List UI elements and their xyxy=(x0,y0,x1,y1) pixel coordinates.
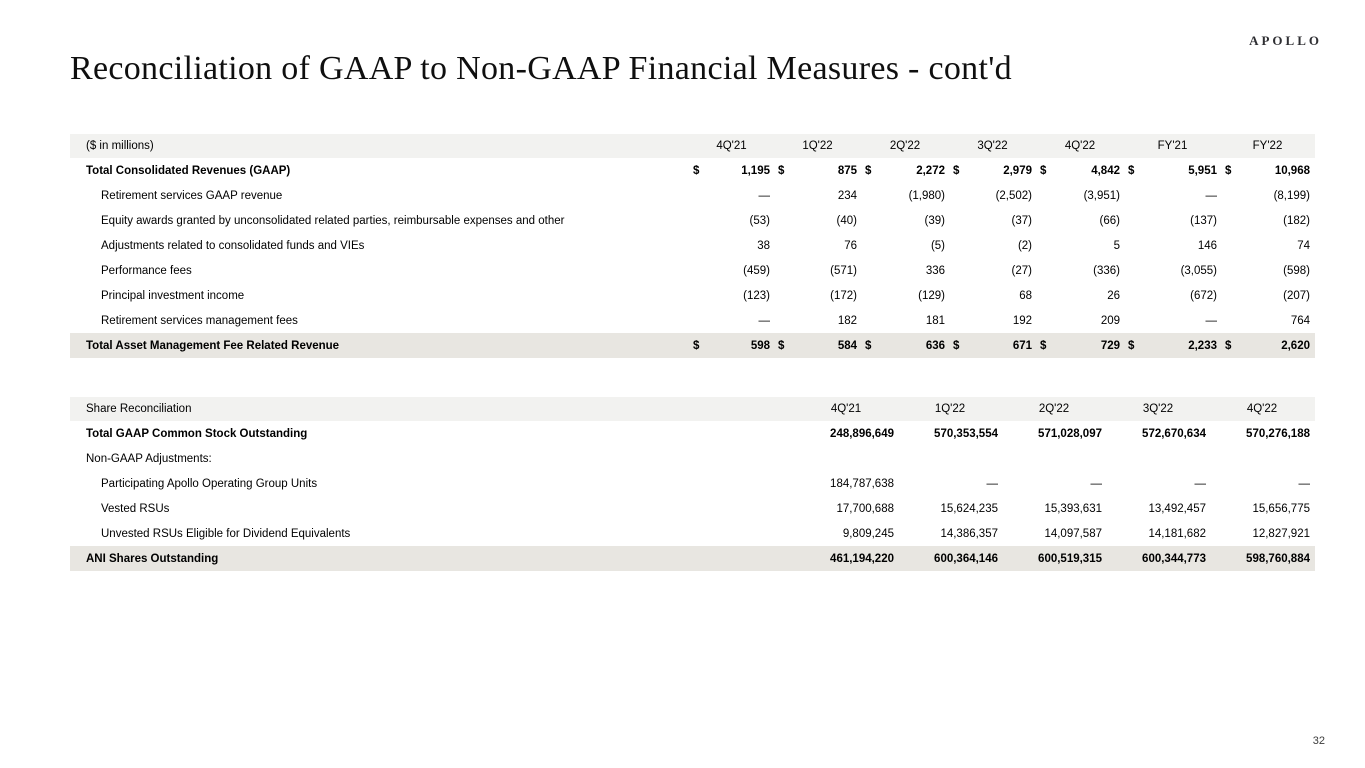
value-text: (66) xyxy=(1099,214,1120,227)
value-text: 146 xyxy=(1197,239,1217,252)
cell-value xyxy=(690,158,775,183)
value-text: (2,502) xyxy=(995,189,1032,202)
value-text: 9,809,245 xyxy=(842,527,894,540)
cell-value xyxy=(1125,208,1222,233)
value-text: 76 xyxy=(844,239,857,252)
value-text: 38 xyxy=(757,239,770,252)
cell-value xyxy=(950,308,1037,333)
row-label: ANI Shares Outstanding xyxy=(86,552,219,565)
cell-value xyxy=(862,333,950,358)
cell-value xyxy=(862,233,950,258)
value-text: 15,656,775 xyxy=(1252,502,1310,515)
value-text: (3,951) xyxy=(1083,189,1120,202)
value-text: (571) xyxy=(830,264,857,277)
value-text: 13,492,457 xyxy=(1148,502,1206,515)
table-row xyxy=(70,258,1315,283)
value-text: — xyxy=(986,477,998,490)
value-text: (3,055) xyxy=(1180,264,1217,277)
cell-value xyxy=(1003,546,1107,571)
row-label: Retirement services GAAP revenue xyxy=(101,189,283,202)
column-header: 4Q'21 xyxy=(716,140,747,152)
value-text: 600,344,773 xyxy=(1142,552,1206,565)
cell-value xyxy=(1037,233,1125,258)
value-text: 248,896,649 xyxy=(830,427,894,440)
table-row xyxy=(70,208,1315,233)
value-text: — xyxy=(1194,477,1206,490)
cell-value xyxy=(1211,471,1315,496)
cell-value xyxy=(1125,233,1222,258)
value-text: (2) xyxy=(1017,239,1032,252)
row-label: Equity awards granted by unconsolidated related parties, reimbursable expenses and other xyxy=(101,214,565,227)
value-text: — xyxy=(758,189,770,202)
cell-value xyxy=(950,158,1037,183)
cell-value xyxy=(1037,183,1125,208)
cell-value xyxy=(862,183,950,208)
cell-value xyxy=(862,283,950,308)
table-header-row xyxy=(70,134,1315,158)
row-label: Adjustments related to consolidated funds and VIEs xyxy=(101,239,365,252)
cell-value xyxy=(690,208,775,233)
value-text: 636 xyxy=(925,339,945,352)
value-text: 184,787,638 xyxy=(830,477,894,490)
value-text: (459) xyxy=(743,264,770,277)
cell-value xyxy=(1125,283,1222,308)
value-text: — xyxy=(1090,477,1102,490)
column-header: 1Q'22 xyxy=(934,403,966,415)
value-text: (39) xyxy=(924,214,945,227)
column-header: 4Q'22 xyxy=(1064,140,1096,152)
row-label: Total Consolidated Revenues (GAAP) xyxy=(86,164,291,177)
column-header: 1Q'22 xyxy=(802,140,833,152)
cell-value xyxy=(795,471,899,496)
row-label: Performance fees xyxy=(101,264,192,277)
column-header: 4Q'21 xyxy=(830,403,862,415)
value-text: 600,519,315 xyxy=(1038,552,1102,565)
column-header: 3Q'22 xyxy=(977,140,1008,152)
cell-value xyxy=(775,158,862,183)
cell-value xyxy=(950,233,1037,258)
cell-value xyxy=(862,308,950,333)
dollar-sign: $ xyxy=(865,339,872,352)
cell-value xyxy=(1222,308,1315,333)
dollar-sign: $ xyxy=(1225,164,1232,177)
value-text: 764 xyxy=(1290,314,1310,327)
cell-value xyxy=(1107,496,1211,521)
dollar-sign: $ xyxy=(778,339,785,352)
cell-value xyxy=(1003,496,1107,521)
value-text: 2,233 xyxy=(1188,339,1217,352)
value-text: 671 xyxy=(1012,339,1032,352)
cell-value xyxy=(1211,446,1315,471)
row-label: Vested RSUs xyxy=(101,502,170,515)
cell-value xyxy=(1125,183,1222,208)
value-text: 571,028,097 xyxy=(1038,427,1102,440)
cell-value xyxy=(1222,283,1315,308)
cell-value xyxy=(1211,496,1315,521)
cell-value xyxy=(1037,308,1125,333)
value-text: (27) xyxy=(1011,264,1032,277)
value-text: 14,097,587 xyxy=(1044,527,1102,540)
cell-value xyxy=(862,258,950,283)
cell-value xyxy=(795,546,899,571)
cell-value xyxy=(862,158,950,183)
cell-value xyxy=(899,546,1003,571)
cell-value xyxy=(690,333,775,358)
cell-value xyxy=(1222,233,1315,258)
value-text: 729 xyxy=(1100,339,1120,352)
cell-value xyxy=(690,308,775,333)
cell-value xyxy=(899,421,1003,446)
dollar-sign: $ xyxy=(1040,339,1047,352)
cell-value xyxy=(1037,283,1125,308)
cell-value xyxy=(950,333,1037,358)
cell-value xyxy=(1037,208,1125,233)
dollar-sign: $ xyxy=(693,164,700,177)
gaap-to-non-gaap-revenue-table xyxy=(70,134,1315,358)
column-header: FY'22 xyxy=(1252,140,1283,152)
dollar-sign: $ xyxy=(865,164,872,177)
table-header-label: Share Reconciliation xyxy=(86,403,192,415)
value-text: (672) xyxy=(1190,289,1217,302)
value-text: — xyxy=(1205,189,1217,202)
value-text: (182) xyxy=(1283,214,1310,227)
value-text: — xyxy=(1298,477,1310,490)
value-text: — xyxy=(758,314,770,327)
value-text: 570,353,554 xyxy=(934,427,998,440)
cell-value xyxy=(795,446,899,471)
cell-value xyxy=(1211,546,1315,571)
value-text: 14,181,682 xyxy=(1148,527,1206,540)
value-text: (336) xyxy=(1093,264,1120,277)
cell-value xyxy=(690,258,775,283)
value-text: 234 xyxy=(837,189,857,202)
value-text: 4,842 xyxy=(1091,164,1120,177)
cell-value xyxy=(1125,158,1222,183)
cell-value xyxy=(1003,421,1107,446)
cell-value xyxy=(899,521,1003,546)
cell-value xyxy=(950,183,1037,208)
value-text: — xyxy=(1205,314,1217,327)
table-row xyxy=(70,446,1315,471)
dollar-sign: $ xyxy=(1128,339,1135,352)
value-text: (40) xyxy=(836,214,857,227)
cell-value xyxy=(795,496,899,521)
table-row xyxy=(70,496,1315,521)
column-header: 2Q'22 xyxy=(1038,403,1070,415)
value-text: 2,620 xyxy=(1281,339,1310,352)
value-text: (123) xyxy=(743,289,770,302)
cell-value xyxy=(1003,471,1107,496)
value-text: (37) xyxy=(1011,214,1032,227)
cell-value xyxy=(899,471,1003,496)
value-text: 74 xyxy=(1297,239,1310,252)
cell-value xyxy=(1037,258,1125,283)
table-header-row xyxy=(70,397,1315,421)
cell-value xyxy=(1037,333,1125,358)
table-row xyxy=(70,521,1315,546)
value-text: 570,276,188 xyxy=(1246,427,1310,440)
value-text: 182 xyxy=(837,314,857,327)
row-label: Unvested RSUs Eligible for Dividend Equivalents xyxy=(101,527,351,540)
column-header: 3Q'22 xyxy=(1142,403,1174,415)
value-text: 598,760,884 xyxy=(1246,552,1310,565)
value-text: (137) xyxy=(1190,214,1217,227)
table-row xyxy=(70,158,1315,183)
row-label: Non-GAAP Adjustments: xyxy=(86,452,212,465)
cell-value xyxy=(1107,471,1211,496)
cell-value xyxy=(690,233,775,258)
cell-value xyxy=(1211,521,1315,546)
value-text: (129) xyxy=(918,289,945,302)
table-row xyxy=(70,233,1315,258)
table-row xyxy=(70,283,1315,308)
table-row xyxy=(70,546,1315,571)
row-label: Total GAAP Common Stock Outstanding xyxy=(86,427,308,440)
value-text: 192 xyxy=(1012,314,1032,327)
dollar-sign: $ xyxy=(693,339,700,352)
table-row xyxy=(70,421,1315,446)
value-text: 17,700,688 xyxy=(836,502,894,515)
cell-value xyxy=(1222,158,1315,183)
cell-value xyxy=(950,283,1037,308)
cell-value xyxy=(1222,258,1315,283)
cell-value xyxy=(1107,546,1211,571)
cell-value xyxy=(1211,421,1315,446)
table-row xyxy=(70,183,1315,208)
dollar-sign: $ xyxy=(953,164,960,177)
value-text: 584 xyxy=(837,339,857,352)
dollar-sign: $ xyxy=(1225,339,1232,352)
value-text: (53) xyxy=(749,214,770,227)
row-label: Principal investment income xyxy=(101,289,245,302)
cell-value xyxy=(950,208,1037,233)
value-text: 875 xyxy=(837,164,857,177)
value-text: 336 xyxy=(925,264,945,277)
cell-value xyxy=(899,446,1003,471)
dollar-sign: $ xyxy=(953,339,960,352)
cell-value xyxy=(1222,333,1315,358)
cell-value xyxy=(690,283,775,308)
value-text: 14,386,357 xyxy=(940,527,998,540)
cell-value xyxy=(775,333,862,358)
row-label: Retirement services management fees xyxy=(101,314,298,327)
cell-value xyxy=(775,258,862,283)
dollar-sign: $ xyxy=(1128,164,1135,177)
share-reconciliation-table xyxy=(70,397,1315,571)
cell-value xyxy=(775,233,862,258)
value-text: 15,393,631 xyxy=(1044,502,1102,515)
cell-value xyxy=(775,283,862,308)
value-text: 600,364,146 xyxy=(934,552,998,565)
column-header: 2Q'22 xyxy=(889,140,921,152)
cell-value xyxy=(1125,333,1222,358)
table-row xyxy=(70,308,1315,333)
value-text: 209 xyxy=(1100,314,1120,327)
value-text: 15,624,235 xyxy=(940,502,998,515)
value-text: 2,979 xyxy=(1003,164,1032,177)
value-text: (8,199) xyxy=(1273,189,1310,202)
cell-value xyxy=(795,421,899,446)
table-row xyxy=(70,471,1315,496)
cell-value xyxy=(1107,521,1211,546)
table-row xyxy=(70,333,1315,358)
cell-value xyxy=(1125,258,1222,283)
value-text: (172) xyxy=(830,289,857,302)
cell-value xyxy=(862,208,950,233)
value-text: 1,195 xyxy=(741,164,770,177)
cell-value xyxy=(690,183,775,208)
value-text: 12,827,921 xyxy=(1252,527,1310,540)
value-text: 181 xyxy=(925,314,945,327)
apollo-logo: APOLLO xyxy=(1249,33,1322,48)
cell-value xyxy=(899,496,1003,521)
value-text: (1,980) xyxy=(908,189,945,202)
cell-value xyxy=(1003,521,1107,546)
dollar-sign: $ xyxy=(1040,164,1047,177)
cell-value xyxy=(1222,183,1315,208)
page-title: Reconciliation of GAAP to Non-GAAP Financial Measures - cont'd xyxy=(70,50,1012,87)
cell-value xyxy=(1125,308,1222,333)
column-header: FY'21 xyxy=(1157,140,1188,152)
cell-value xyxy=(775,308,862,333)
cell-value xyxy=(1037,158,1125,183)
value-text: (5) xyxy=(930,239,945,252)
value-text: 10,968 xyxy=(1274,164,1310,177)
cell-value xyxy=(950,258,1037,283)
value-text: 5,951 xyxy=(1188,164,1217,177)
cell-value xyxy=(1222,208,1315,233)
cell-value xyxy=(775,183,862,208)
cell-value xyxy=(1003,446,1107,471)
value-text: 68 xyxy=(1019,289,1032,302)
column-header: 4Q'22 xyxy=(1246,403,1278,415)
cell-value xyxy=(795,521,899,546)
dollar-sign: $ xyxy=(778,164,785,177)
value-text: (598) xyxy=(1283,264,1310,277)
value-text: 5 xyxy=(1113,239,1120,252)
page-number: 32 xyxy=(1312,735,1325,747)
value-text: 26 xyxy=(1107,289,1120,302)
value-text: 2,272 xyxy=(916,164,945,177)
value-text: 572,670,634 xyxy=(1142,427,1206,440)
row-label: Participating Apollo Operating Group Units xyxy=(101,477,318,490)
value-text: 598 xyxy=(750,339,770,352)
value-text: (207) xyxy=(1283,289,1310,302)
cell-value xyxy=(1107,446,1211,471)
table-header-label: ($ in millions) xyxy=(86,140,154,152)
cell-value xyxy=(1107,421,1211,446)
row-label: Total Asset Management Fee Related Revenue xyxy=(86,339,340,352)
cell-value xyxy=(775,208,862,233)
value-text: 461,194,220 xyxy=(830,552,894,565)
